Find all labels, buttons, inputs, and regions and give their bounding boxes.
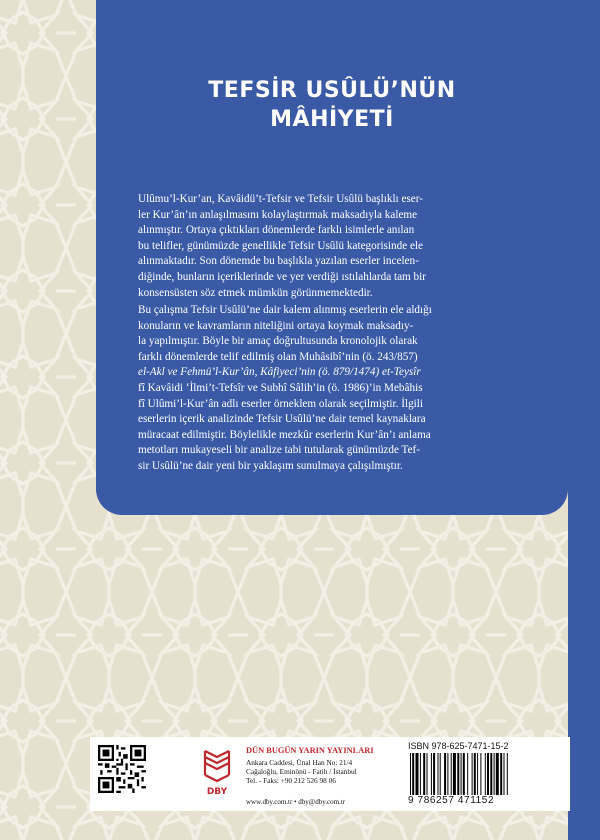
text-line: alınmıştır. Ortaya çıktıkları dönemlerde farklı isimlerle anılan — [138, 224, 415, 237]
publisher-web: www.dby.com.tr • dby@dby.com.tr — [246, 798, 346, 806]
text-line: eserlerin içerik analizinde Tefsir Usûlü’ne dair temel kaynaklara — [138, 413, 426, 426]
cover-panel — [96, 0, 568, 515]
text-line: la yapılmıştır. Böyle bir amaç doğrultusunda kronolojik olarak — [138, 335, 418, 348]
address-line: Tel. - Faks: +90 212 526 98 06 — [246, 775, 336, 785]
text-line: Ulûmu’l-Kur’an, Kavâidü’t-Tefsir ve Tefsir Usûlü başlıklı eser- — [138, 193, 423, 205]
summary-paragraph-1 — [138, 192, 532, 301]
book-title — [96, 76, 568, 134]
text-line: sir Usûlü’ne dair yeni bir yaklaşım sunulmaya çalışılmıştır. — [138, 459, 403, 472]
address-line: Ankara Caddesi, Ünal Han No: 21/4 — [246, 758, 353, 767]
publisher-name: DÜN BUGÜN YARIN YAYINLARI — [246, 746, 374, 755]
text-line: müracaat edilmiştir. Böylelikle mezkûr eserlerin Kur’ân’ı anlama — [138, 428, 431, 441]
text-line: alınmaktadır. Son dönemde bu başlıkla yazılan eserler incelen- — [138, 255, 419, 268]
text-line: metotları mukayeseli bir analize tabi tutularak günümüzde Tef- — [138, 444, 421, 457]
address-line: Cağaloğlu, Eminönü - Fatih / İstanbul — [246, 766, 357, 776]
text-line: ler Kur’ân’ın anlaşılmasını kolaylaştırmak maksadıyla kaleme — [138, 208, 418, 221]
barcode-icon — [408, 753, 546, 795]
text-line: konuların ve kavramların niteliğini ortaya koymak maksadıy- — [138, 319, 414, 332]
title-line-2: MÂHİYETİ — [270, 107, 394, 132]
isbn-label: ISBN 978-625-7471-15-2 — [408, 741, 509, 751]
text-line: Bu çalışma Tefsir Usûlü’ne dair kalem alınmış eserlerin ele aldığı — [138, 304, 432, 316]
publisher-logo-icon — [200, 745, 234, 797]
text-line: fî Ulûmi’l-Kur’ân adlı eserler örneklem olarak seçilmiştir. İlgili — [138, 397, 423, 410]
text-line: farklı dönemlerde telif edilmiş olan Muhâsibî’nin (ö. 243/857) — [138, 350, 418, 363]
publisher-info-box — [90, 737, 570, 811]
text-line: el-Akl ve Fehmü’l-Kur’ân, Kâfiyeci’nin (ö. 879/1474) et-Teysîr — [138, 366, 421, 379]
text-line: fî Kavâidi ‘İlmi’t-Tefsîr ve Subhî Sâlih’in (ö. 1986)’in Mebâhis — [138, 381, 423, 394]
spine-strip — [568, 0, 600, 840]
publisher-address — [246, 759, 357, 785]
isbn-digits: 9 786257 471152 — [408, 795, 495, 806]
logo-text: DBY — [206, 787, 228, 797]
summary-paragraph-2 — [138, 303, 532, 475]
text-line: diğinde, bunların içeriklerinde ve yer verdiği ıstılahlarda tam bir — [138, 270, 426, 283]
title-line-1: TEFSİR USÛLÜ’NÜN — [208, 78, 456, 103]
text-line: konsensüsten söz etmek mümkün görünmemektedir. — [138, 286, 373, 299]
text-line: bu telifler, günümüzde genellikle Tefsir Usûlü kategorisinde ele — [138, 239, 424, 252]
qr-code-icon — [98, 745, 146, 793]
